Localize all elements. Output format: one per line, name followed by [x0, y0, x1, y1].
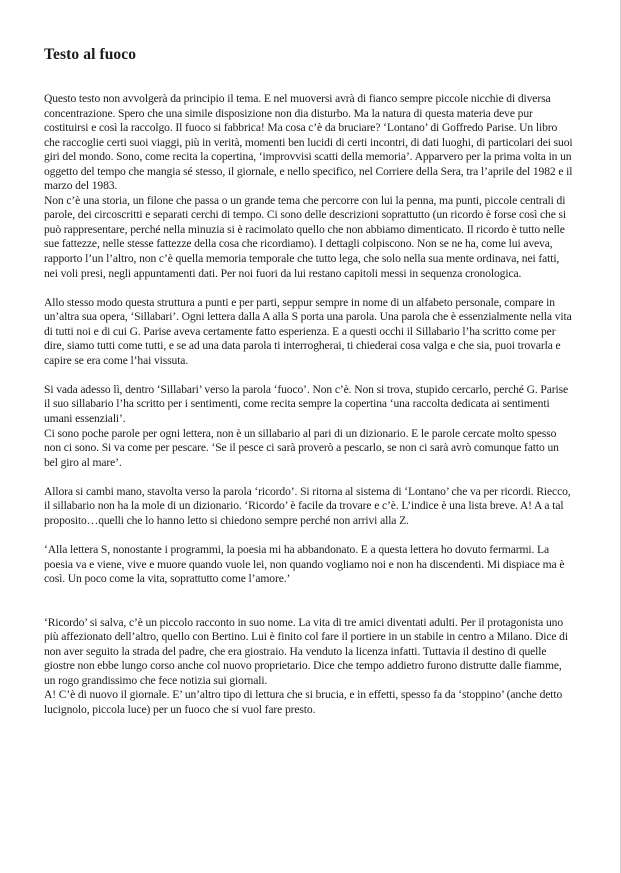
- paragraph: Ci sono poche parole per ogni lettera, non è un sillabario al pari di un dizionario. E le parole cercate molto spesso non ci sono. Si va come per pescare. ‘Se il pesce ci sarà proverò a pescarlo, se non ci sarà avrò comunque fatto un bel giro al mare’.: [44, 426, 559, 469]
- paragraph: Non c’è una storia, un filone che passa o un grande tema che percorre con lui la penna, ma punti, piccole centrali di parole, dei circoscritti e separati cerchi di tempo. Ci sono delle descrizioni soprattutto (un ricordo è forse così che si può rappresentare, perché nella minuzia si è racimolato quello che non abbiamo dimenticato. Il ricordo è tutto nelle sue fattezze, nelle stesse fattezze della cosa che ricordiamo). I dettagli colpiscono. Non se ne ha, come lui aveva, rapporto l’un l’altro, non c’è quella memoria temporale che tutto lega, che solo nella sua mente ordinava, nei fatti, nei voli presi, negli appuntamenti dati. Per noi fuori da lui restano capitoli messi in sequenza cronologica.: [44, 193, 567, 280]
- paragraph: Allo stesso modo questa struttura a punti e per parti, seppur sempre in nome di un alfabeto personale, compare in un’altra sua opera, ‘Sillabari’. Ogni lettera dalla A alla S porta una parola. Una parola che è essenzialmente nella vita di tutti noi e di cui G. Parise aveva certamente fatto esperienza. E a questi occhi il Sillabario l’ha scritto come per dire, siamo tutti come tutti, e se ad una data parola ti interrogherai, ti chiederai cosa valga e che sia, puoi trovarla e capire se era come l’hai vissuta.: [44, 295, 572, 367]
- paragraph: ‘Ricordo’ si salva, c’è un piccolo racconto in suo nome. La vita di tre amici diventati adulti. Per il protagonista uno più affezionato dell’altro, quello con Bertino. Lui è finito col fare il portiere in un stabile in centro a Milano. Dice di non aver seguito la strada del padre, che era giostraio. Ha venduto la licenza infatti. Tuttavia il destino di quelle giostre non ebbe lungo corso anche col nuovo proprietario. Dice che tempo addietro furono distrutte dalle fiamme, un rogo grandissimo che fece notizia sui giornali.: [44, 615, 568, 687]
- paragraph: Allora si cambi mano, stavolta verso la parola ‘ricordo’. Si ritorna al sistema di ‘Lontano’ che va per ricordi. Riecco, il sillabario non ha la mole di un dizionario. ‘Ricordo’ è facile da trovare e c’è. L’indice è una lista breve. A! A a tal proposito…quelli che lo hanno letto si chiedono sempre perché non arrivi alla Z.: [44, 484, 571, 527]
- paragraph: Si vada adesso lì, dentro ‘Sillabari’ verso la parola ‘fuoco’. Non c’è. Non si trova, stupido cercarlo, perché G. Parise il suo sillabario l’ha scritto per i sentimenti, come recita sempre la copertina ‘una raccolta dedicata ai sentimenti umani essenziali’.: [44, 382, 568, 426]
- paragraph: A! C’è di nuovo il giornale. E’ un’altro tipo di lettura che si brucia, e in effetti, spesso fa da ‘stoppino’ (anche detto lucignolo, piccola luce) per un fuoco che si vuol fare presto.: [44, 688, 563, 716]
- document-title: Testo al fuoco: [44, 46, 137, 63]
- paragraph: Questo testo non avvolgerà da principio il tema. E nel muoversi avrà di fianco sempre piccole nicchie di diversa concentrazione. Spero che una simile disposizione non dia disturbo. Ma la natura di questa materia deve pur costituirsi e così la raccolgo. Il fuoco si fabbrica! Ma cosa c’è da bruciare? ‘Lontano’ di Goffredo Parise. Un libro che raccoglie certi suoi viaggi, più in verità, momenti ben lucidi di certi incontri, di dati luoghi, di particolari dei suoi giri del mondo. Sono, come recita la copertina, ‘improvvisi scatti della memoria’. Apparvero per la prima volta in un oggetto del tempo che mangia sé stesso, il giornale, e nello specifico, nel Corriere della Sera, tra l’aprile del 1982 e il marzo del 1983.: [44, 92, 573, 193]
- quote-paragraph: ‘Alla lettera S, nonostante i programmi, la poesia mi ha abbandonato. E a questa lettera ho dovuto fermarmi. La poesia va e viene, vive e muore quando vuole lei, non quando vogliamo noi e non ha discendenti. Mi dispiace ma è così. Un poco come la vita, soprattutto come l’amore.’: [44, 542, 565, 586]
- document-body: [44, 92, 574, 732]
